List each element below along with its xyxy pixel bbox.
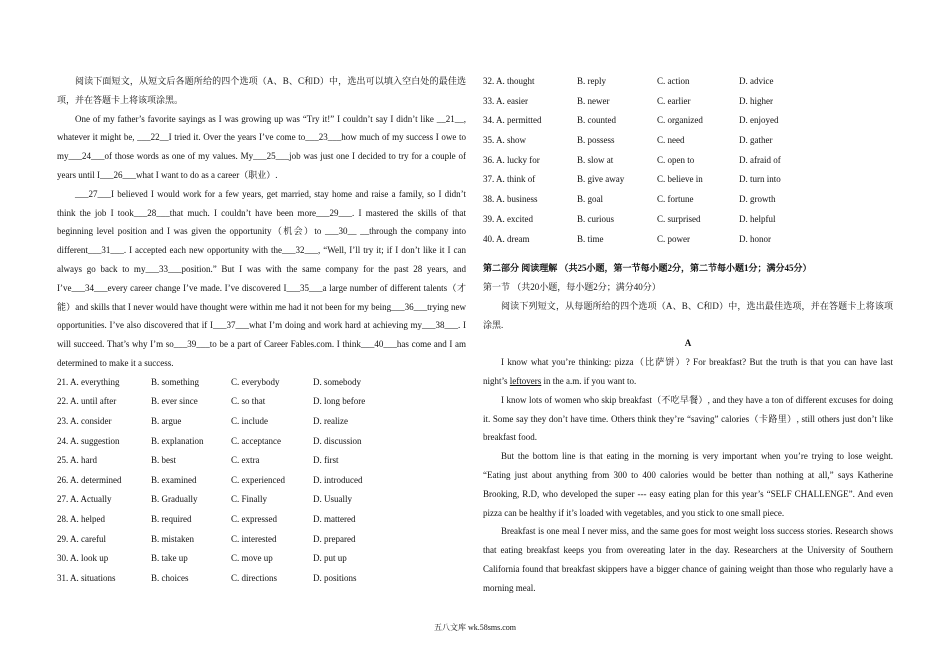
- option-b: B. curious: [577, 213, 614, 224]
- option-d: D. introduced: [313, 474, 363, 485]
- option-row-32: [483, 72, 893, 92]
- option-b: B. ever since: [151, 396, 198, 407]
- option-b: B. reply: [577, 76, 606, 86]
- option-d: D. long before: [313, 396, 366, 407]
- option-a: 32. A. thought: [483, 76, 535, 86]
- option-a: 22. A. until after: [57, 396, 117, 407]
- option-b: B. time: [577, 233, 604, 244]
- option-c: C. Finally: [231, 494, 268, 505]
- option-row-30: [57, 549, 466, 569]
- option-b: B. possess: [577, 135, 615, 146]
- option-a: 21. A. everything: [57, 376, 120, 387]
- option-c: C. so that: [231, 396, 266, 407]
- option-c: C. move up: [231, 553, 273, 564]
- option-row-34: [483, 111, 893, 131]
- option-row-22: [57, 392, 466, 412]
- option-c: C. surprised: [657, 213, 701, 224]
- option-d: D. turn into: [739, 174, 781, 185]
- option-a: 23. A. consider: [57, 415, 112, 426]
- option-row-39: [483, 210, 893, 230]
- option-a: 40. A. dream: [483, 233, 530, 244]
- option-a: 38. A. business: [483, 194, 538, 205]
- option-b: B. Gradually: [151, 494, 198, 505]
- option-row-21: [57, 373, 466, 393]
- option-row-24: [57, 432, 466, 452]
- option-d: D. helpful: [739, 213, 776, 224]
- cloze-paragraph-2: ___27___I believed I would work for a few years, get married, stay home and raise a family, so I didn’t think the job I took___28___that much. I couldn’t have been more___29___. I mastered the skills of that beginning level position and I was given the opportunity（机会）to ___30__ __through the company into different___31___. I accepted each new opportunity with the___32___, “Well, I’ll try it; if I don’t like it I can always go back to my___33___position.” But I was with the same company for the past 28 years, and I’ve___34___every career change I’ve made. I’ve discovered I___35___a large number of different talents（才能）and skills that I never would have thought were within me had it not been for my being___36___trying new opportunities. I’ve also discovered that if I___37___what I’m doing and work hard at achieving my___38___. I will succeed. That’s why I’m so___39___to be a part of Career Fables.com. I think___40___has come and I am determined to make it a success.: [57, 188, 466, 368]
- option-b: B. slow at: [577, 154, 614, 165]
- reading-instruction: 阅读下列短文，从每题所给的四个选项（A、B、C和D）中，选出最佳选项，并在答题卡上将该项涂黑.: [483, 300, 893, 330]
- option-row-36: [483, 151, 893, 171]
- option-d: D. enjoyed: [739, 115, 779, 126]
- option-row-25: [57, 451, 466, 471]
- option-c: C. directions: [231, 572, 277, 583]
- option-row-28: [57, 510, 466, 530]
- option-d: D. Usually: [313, 494, 352, 505]
- option-d: D. higher: [739, 95, 773, 106]
- option-c: C. everybody: [231, 376, 280, 387]
- option-row-23: [57, 412, 466, 432]
- option-b: B. explanation: [151, 435, 204, 446]
- option-b: B. choices: [151, 572, 189, 583]
- option-b: B. something: [151, 376, 200, 387]
- option-row-31: [57, 569, 466, 589]
- passage-paragraph-3: But the bottom line is that eating in the morning is very important when you’re trying to lose weight. “Eating just about anything from 300 to 400 calories would be better than nothing at all,” says Katherine Brooking, R.D, who developed the super --- easy eating plan for this year’s “SELF CHALLENGE”. And even pizza can be healthy if it’s loaded with vegetables, and you stick to one small piece.: [483, 451, 893, 518]
- option-b: B. counted: [577, 115, 616, 126]
- option-a: 30. A. look up: [57, 553, 109, 564]
- option-a: 35. A. show: [483, 135, 527, 146]
- option-c: C. action: [657, 76, 690, 86]
- option-a: 25. A. hard: [57, 455, 97, 466]
- option-b: B. mistaken: [151, 533, 194, 544]
- option-a: 27. A. Actually: [57, 494, 112, 505]
- option-c: C. expressed: [231, 513, 277, 524]
- option-a: 36. A. lucky for: [483, 154, 540, 165]
- option-a: 24. A. suggestion: [57, 435, 120, 446]
- page-footer: 五八文库 wk.58sms.com: [434, 623, 516, 632]
- passage-paragraph-2: I know lots of women who skip breakfast（不吃早餐）, and they have a ton of different excuses for doing it. Some say they don’t have time. Others think they’re “saving” calories（卡路里）, still others just don’t like breakfast food.: [483, 394, 893, 443]
- option-c: C. extra: [231, 455, 260, 466]
- option-b: B. examined: [151, 474, 197, 485]
- option-a: 33. A. easier: [483, 95, 528, 106]
- section-title: 第二部分 阅读理解 （共25小题，第一节每小题2分，第二节每小题1分；满分45分）: [483, 263, 812, 274]
- passage-paragraph-1: I know what you’re thinking: pizza（比萨饼）? For breakfast? But the truth is that you can have last night’s leftovers in the a.m. if you want to.: [483, 357, 893, 386]
- option-d: D. gather: [739, 135, 773, 146]
- option-c: C. need: [657, 135, 685, 146]
- option-c: C. fortune: [657, 194, 694, 205]
- option-c: C. interested: [231, 533, 277, 544]
- option-b: B. required: [151, 513, 192, 524]
- option-b: B. newer: [577, 95, 610, 106]
- option-b: B. take up: [151, 553, 188, 564]
- option-row-26: [57, 471, 466, 491]
- option-c: C. organized: [657, 115, 703, 126]
- option-a: 31. A. situations: [57, 572, 116, 583]
- option-d: D. realize: [313, 415, 348, 426]
- option-d: D. prepared: [313, 533, 356, 544]
- option-d: D. discussion: [313, 435, 362, 446]
- left-column: [57, 72, 466, 588]
- option-c: C. open to: [657, 154, 695, 165]
- option-d: D. growth: [739, 194, 776, 205]
- option-a: 26. A. determined: [57, 474, 122, 485]
- option-d: D. mattered: [313, 513, 356, 524]
- option-d: D. advice: [739, 76, 774, 86]
- option-row-40: [483, 230, 893, 250]
- option-c: C. earlier: [657, 95, 691, 106]
- option-a: 34. A. permitted: [483, 115, 542, 126]
- left-options-list: [57, 373, 466, 589]
- right-column: [483, 72, 893, 598]
- option-a: 28. A. helped: [57, 513, 105, 524]
- option-b: B. best: [151, 455, 177, 466]
- option-d: D. put up: [313, 553, 347, 564]
- option-b: B. give away: [577, 174, 625, 185]
- passage-label: A: [684, 338, 692, 349]
- option-d: D. somebody: [313, 376, 361, 387]
- option-d: D. afraid of: [739, 154, 781, 165]
- option-row-37: [483, 170, 893, 190]
- subsection-title: 第一节 （共20小题，每小题2分；满分40分）: [483, 281, 661, 292]
- option-a: 39. A. excited: [483, 213, 533, 224]
- passage-paragraph-4: Breakfast is one meal I never miss, and the same goes for most weight loss success stories. Research shows that eating breakfast keeps you from overeating later in the day. Researchers at the University of Southern California found that breakfast skippers have a bigger chance of gaining weight than those who regularly have a morning meal.: [483, 526, 893, 593]
- option-b: B. goal: [577, 194, 603, 205]
- option-d: D. first: [313, 455, 339, 466]
- option-c: C. experienced: [231, 474, 285, 485]
- option-row-35: [483, 131, 893, 151]
- option-c: C. acceptance: [231, 435, 281, 446]
- option-c: C. believe in: [657, 174, 703, 185]
- option-row-29: [57, 530, 466, 550]
- cloze-paragraph-1: One of my father’s favorite sayings as I was growing up was “Try it!” I couldn’t say I didn’t like __21__, whatever it might be, ___22__I tried it. Over the years I’ve come to___23___how much of my success I owe to my___24___of those words as one of my values. My___25___job was just one I decided to try for a couple of years until I___26___what I want to do as a career（职业）.: [57, 113, 466, 180]
- option-row-38: [483, 190, 893, 210]
- option-row-33: [483, 92, 893, 112]
- cloze-instruction: 阅读下面短文，从短文后各题所给的四个选项（A、B、C和D）中，选出可以填入空白处的最佳选项，并在答题卡上将该项涂黑。: [57, 76, 466, 105]
- option-a: 37. A. think of: [483, 174, 536, 185]
- option-c: C. include: [231, 415, 268, 426]
- underlined-word: leftovers: [509, 375, 542, 386]
- option-d: D. honor: [739, 233, 771, 244]
- option-d: D. positions: [313, 572, 357, 583]
- option-c: C. power: [657, 233, 690, 244]
- right-options-list: [483, 72, 893, 249]
- option-b: B. argue: [151, 415, 182, 426]
- option-row-27: [57, 490, 466, 510]
- option-a: 29. A. careful: [57, 533, 106, 544]
